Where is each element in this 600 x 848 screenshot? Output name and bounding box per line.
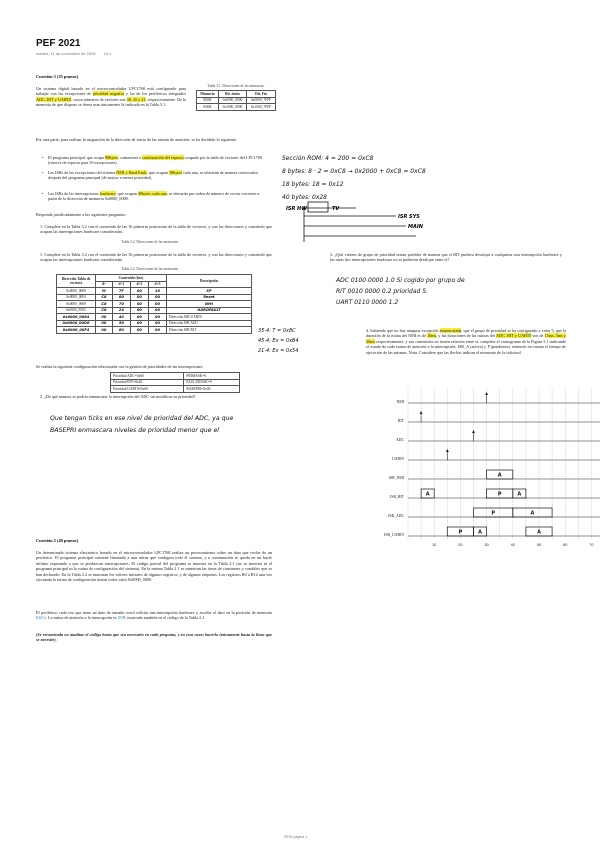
x-tick-label: 70: [589, 543, 594, 547]
page-footer: SEID página 1: [284, 835, 308, 839]
isr-state-mark: A: [530, 510, 535, 517]
isr-state-mark: P: [458, 529, 463, 536]
row-label: ISR_NMI: [388, 476, 404, 480]
handwritten-q3-line2: RIT 0010 0000 0.2 prioridad 5.: [336, 288, 428, 295]
row-label: ISR_UART0: [384, 533, 404, 537]
addr-note-1: 35·4: T = 0x8C: [258, 328, 296, 334]
timing-diagram: [360, 380, 594, 572]
memory-label-main: MAIN: [408, 224, 423, 230]
q3-decide: Por otra parte, para realizar la asignación de la dirección de inicio de las rutinas de atención, se ha decidido lo siguiente:: [36, 137, 238, 142]
row-label: NMI: [396, 400, 404, 404]
memory-label-tv: TV: [332, 206, 340, 212]
bullet-1: • El programa principal, que ocupa 80bytes, comenzará a continuación del espacio ocupado por la tabla de vectores del LPC1768 (reserva de espacio para 50 excepciones).: [48, 155, 266, 166]
request-arrowhead: [446, 449, 449, 452]
memory-table: Memoria Dir. inicio Dir. Fin ROM 0x0000_0000 0x0000_7FFF RAM 0x1000_0000 0x1000_7FFF: [196, 90, 276, 111]
q3-item1-b: 1. Complete en la Tabla 3.2 con el contenido de las 16 primeras posiciones de la tabla de vectores, y con las direcciones y contenido que ocupan las interrupciones hardware consideradas.: [40, 252, 272, 263]
handwritten-answer-q2-line1: Que tengan ticks en ese nivel de prioridad del ADC, ya que: [50, 415, 234, 422]
isr-state-mark: A: [537, 529, 541, 536]
q2-p3: (Se recomienda no analizar el código hasta que sea necesario en cada pregunta, y en esos casos hacerlo únicamente hasta la línea que se necesite).: [36, 632, 272, 643]
x-tick-label: 10: [432, 543, 437, 547]
row-label: UART0: [391, 457, 404, 461]
table-row: 0x0000_000C C8 24 00 00 HARDFAULT: [57, 307, 252, 314]
request-arrowhead: [472, 430, 475, 433]
table-row: 0x0000_00D8 00 50 00 00 Dirección ISR ADC: [57, 320, 252, 327]
t32-caption-b: Tabla 3.2. Direcciones de las memorias.: [121, 267, 179, 271]
table-row: 0x0000_0000 M 7F 00 10 SP: [57, 288, 252, 295]
table-row: 0x0000_0008 C8 70 00 00 NMI: [57, 301, 252, 308]
addr-note-3: 21·4: Ex = 0x54: [258, 348, 299, 354]
q3-intro: Un sistema digital basado en el microcontrolador LPC1768 está configurado para trabajar con las excepciones de prioridad negativa y las de los periféricos integrados ADC, RIT y UART0, cuyos números de vectores son 38, 45 y 21, respectivamente. De la memoria de que dispone se desea usar únicamente la indicada en la Tabla 3.1.: [36, 86, 186, 108]
row-label: ISR_ADC: [388, 514, 404, 518]
isr-state-mark: A: [517, 491, 522, 498]
handwritten-calc-1: Sección ROM: 4 = 200 = 0xC8: [282, 155, 374, 162]
row-label: ADC: [395, 438, 404, 442]
page-title: PEF 2021: [36, 38, 81, 49]
handwritten-answer-q2-line2: BASEPRI enmascara niveles de prioridad menor que el: [50, 427, 219, 434]
x-tick-label: 20: [458, 543, 463, 547]
bullet-3: • Las ISRs de las interrupciones hardware, que ocupan 40bytes cada una, se ubicarán por orden de número de vector creciente a partir de la dirección de memoria 0x0000_0000.: [48, 191, 266, 202]
table-row: 0x0000_0004 C8 00 00 00 Reset: [57, 294, 252, 301]
page-date: martes, 11 de noviembre de 2025 10:1: [36, 51, 112, 56]
q2-p2: El periférico cada vez que tiene un dato de tamaño word solicita una interrupción hardware y escribe el dato en la posición de memoria Dato. La rutina de atención a la interrupción es ISR, mostrada también en el código de la Tabla 2.1.: [36, 610, 272, 622]
x-tick-label: 60: [563, 543, 568, 547]
memory-label-sys: ISR SYS: [398, 214, 420, 220]
q3-item1-a: 1. Complete en la Tabla 3.2 con el contenido de las 16 primeras posiciones de la tabla de vectores, y con las direcciones y contenido que ocupan las interrupciones hardware consideradas.: [40, 224, 272, 235]
isr-state-mark: A: [478, 529, 482, 536]
handwritten-calc-4: 40 bytes: 0x28: [282, 194, 328, 201]
addr-note-2: 45·4: Ex = 0xB4: [258, 338, 299, 344]
handwritten-calc-3: 18 bytes: 18 = 0x12: [282, 181, 344, 188]
handwritten-q3-line1: ADC 0100 0000 1.0 Si cogido por grupo de: [336, 277, 465, 284]
isr-state-mark: A: [497, 472, 502, 479]
row-label: RIT: [397, 419, 404, 423]
q2-p1: Un determinado sistema electrónico basado en el microcontrolador LPC1768 realiza un procesamiento sobre un dato que recibe de un periférico. El programa principal contiene llamando a una rutina que configura todo el sistema, y a continuación se queda en un bucle infinito esperando a que se produzcan interrupciones. El código parcial del programa se muestra en la Tabla 2.1 (no se muestra ni el programa principal ni la rutina de configuración del sistema). En la misma Tabla 2.1 se muestran las áreas de constantes y variables que se han declarado. En la Tabla 2.2 se muestran los valores iniciales de algunos registros, y de algunas etiquetas. Los registros R0 a R12 una vez ejecutada la rutina de configuración tienen todos valor 0x0000_0000.: [36, 550, 272, 583]
isr-state-mark: P: [491, 510, 495, 517]
q3-item2: 2. ¿De qué manera se podría enmascarar la interrupción del ADC sin modificar su prioridad?: [40, 394, 196, 399]
handwritten-calc-2: 8 bytes: 8 · 2 = 0xC8 → 0x2000 + 0xC8 = 0xC8: [282, 168, 426, 175]
q2-title: Cuestión 2 (40 puntos): [36, 538, 79, 543]
isr-state-mark: P: [497, 491, 502, 498]
x-tick-label: 50: [536, 543, 542, 547]
bullet-2: • Las ISRs de las excepciones del sistema NMI y Hard Fault, que ocupan 18bytes cada una, se ubicarán de manera consecutiva después del programa principal (de mayor a menor prioridad).: [48, 170, 266, 181]
row-label: ISR_RIT: [390, 495, 404, 499]
handwritten-memory-sketch: [286, 200, 446, 248]
request-arrowhead: [420, 411, 423, 414]
table-row: 0x0000_00F4 00 60 00 00 Dirección ISR RIT: [57, 327, 252, 334]
vector-table: Dirección Tabla de vectores Contenido (hex) Descripción d+ d+1 d+2 d+3 0x0000_0000 M 7F 00 10 SP 0x0000_0004 C8 00 00 00 Reset 0x0000_0008 C8 70 00 00 NMI 0x0000_000C C8 24 00 00 HARDFAULT 0x0000_0084 00 40 00 00 Dirección ISR UART0 0x0000_00D8 00 50 00 00 Dirección ISR ADC 0x0000_00F4 00 60 00 00 Dirección ISR RIT: [56, 274, 252, 334]
q3-respond: Responda justificadamente a las siguientes preguntas:: [36, 212, 127, 217]
mem-table-caption: Tabla 3.1. Direcciones de las memorias.: [207, 84, 265, 88]
request-arrowhead: [485, 392, 488, 395]
q3-item4: 4. Sabiendo que no hay ninguna excepción enmascarada, que el grupo de prioridad se ha configurado a valor 5, que la duración de la rutina del NMI es de 10ms, y las duraciones de las rutinas del ADC, RIT y UART0 son de 15ms, 5ms y 20ms respectivamente, y sus contenidos no tienen relación entre sí, complete el cronograma de la Figura 3.1 indicando el estado de cada rutina de atención a la interrupción, ISR_A (activa) y P (pendiente), teniendo en cuenta el tiempo de ejecución de las mismas. Nota: Considere que las flechas indican el momento de la solicitud.: [366, 328, 567, 355]
t32-caption-a: Tabla 3.2. Direcciones de las memorias.: [121, 240, 179, 244]
x-tick-label: 40: [510, 543, 515, 547]
x-tick-label: 30: [484, 543, 489, 547]
handwritten-q3-line3: UART 0110 0000 1.2: [336, 299, 399, 306]
isr-state-mark: A: [425, 491, 430, 498]
q3-title: Cuestión 3 (35 puntos): [36, 74, 79, 79]
q3-item3: 3. ¿Qué valores de grupo de prioridad serían posibles de manera que el RIT pudiera desalojar a cualquiera otra interrupción hardware y las otras dos interrupciones hardware no se pudieran desalojar entre sí?: [330, 252, 562, 263]
memory-label-hw: ISR HW: [286, 206, 307, 212]
priority-table: Prioridad ADC=0x60 PRIMASK=0 Prioridad RIT=0x20 FAULTMASK=0 Prioridad UART0=0x60 BASEPRI=0x00: [110, 372, 240, 393]
prio-intro: Se realiza la siguiente configuración relacionada con la gestión de prioridades de las interrupciones:: [36, 364, 204, 369]
table-row: 0x0000_0084 00 40 00 00 Dirección ISR UART0: [57, 314, 252, 321]
